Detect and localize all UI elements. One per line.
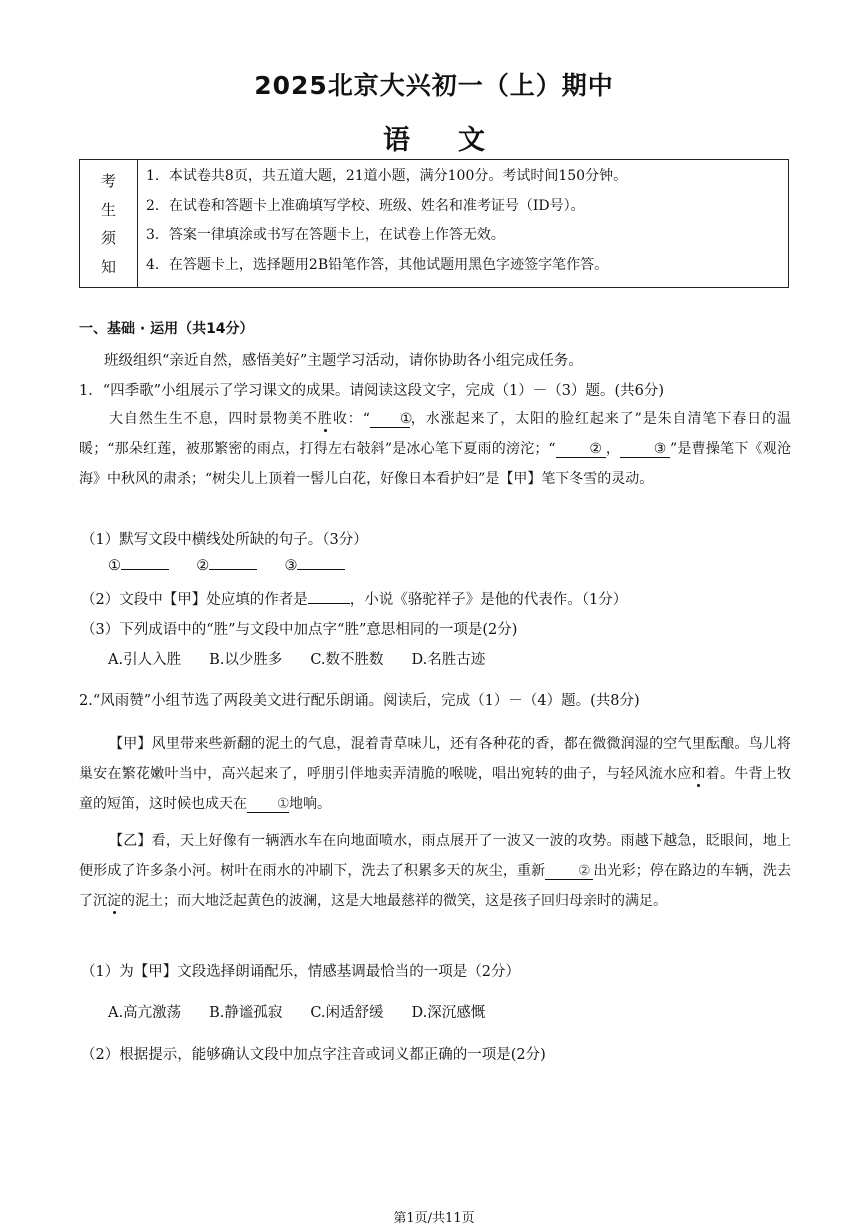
- question-1-sub-3: （3）下列成语中的“胜”与文段中加点字“胜”意思相同的一项是(2分): [81, 622, 518, 638]
- notice-label: [80, 160, 138, 287]
- passage-text: 着。牛背上牧童的短笛，这时候也成天在: [79, 766, 792, 812]
- question-2-sub-1: （1）为【甲】文段选择朗诵配乐，情感基调最恰当的一项是（2分）: [81, 964, 520, 980]
- section-intro: 班级组织“亲近自然，感悟美好”主题学习活动，请你协助各小组完成任务。: [104, 353, 583, 369]
- dotted-char: 和: [691, 766, 706, 782]
- section-heading: 一、基础 · 运用（共14分）: [79, 321, 254, 337]
- passage-text: 【乙】看，天上好像有一辆洒水车在向地面喷水，雨点展开了一波又一波的攻势。雨越下越急，眨眼间，地上便形成了许多条小河。树叶在雨水的冲刷下，洗去了积累多天的灰尘，重新: [79, 833, 791, 879]
- fill-blank: ②: [556, 441, 606, 458]
- fill-blank: ①: [247, 796, 289, 813]
- question-text: （2）文段中【甲】处应填的作者是: [81, 592, 308, 608]
- passage-text: 的泥土；而大地泛起黄色的波澜，这是大地最慈祥的微笑，这是孩子回归母亲时的满足。: [121, 893, 667, 909]
- fill-blank: ③: [620, 441, 670, 458]
- sub-1-blanks: [108, 558, 345, 574]
- subject-title: [0, 118, 868, 157]
- option: C.数不胜数: [310, 652, 384, 668]
- notice-label-char: 须: [100, 229, 116, 248]
- passage-text: 【甲】风里带来些新翻的泥土的气息，混着青草味儿，还有各种花的香，都在微微润湿的空气里酝酿。鸟儿将巢安在繁花嫩叶当中，高兴起来了，呼朋引伴地卖弄清脆的喉咙，唱出宛转的曲子，与轻风流水应: [79, 736, 791, 782]
- exam-title: 2025北京大兴初一（上）期中: [254, 71, 614, 100]
- exam-notice-box: [79, 159, 789, 288]
- fill-blank: ②: [545, 863, 593, 880]
- dotted-char: 胜: [317, 411, 333, 427]
- answer-blank-label: ①: [108, 558, 121, 574]
- option: A.引人入胜: [108, 652, 182, 668]
- option: D.深沉感慨: [411, 1005, 486, 1021]
- page-footer: 第1页/共11页: [393, 1211, 475, 1226]
- question-1-passage: [79, 404, 791, 494]
- option: D.名胜古迹: [411, 652, 486, 668]
- dotted-char: 淀: [107, 893, 121, 909]
- notice-item: 3．答案一律填涂或书写在答题卡上，在试卷上作答无效。: [146, 227, 505, 243]
- question-1-stem: 1．“四季歌”小组展示了学习课文的成果。请阅读这段文字，完成（1）－（3）题。(共6分): [79, 383, 665, 399]
- notice-label-char: 考: [100, 171, 116, 190]
- passage-yi: [79, 826, 791, 916]
- passage-text: ”是曹操笔下《观沧海》中秋风的肃杀；“树尖儿上顶着一髻儿白花，好像日本看护妇”是【甲】笔下冬雪的灵动。: [79, 441, 791, 487]
- notice-label-char: 生: [100, 200, 116, 219]
- passage-text: 出光彩；停在路边的车辆，洗去了沉: [79, 863, 792, 909]
- answer-blank: [209, 569, 257, 570]
- question-1-sub-2: [81, 588, 627, 609]
- option: B.静谧孤寂: [209, 1005, 283, 1021]
- notice-item: 1．本试卷共8页，共五道大题，21道小题，满分100分。考试时间150分钟。: [146, 168, 628, 184]
- answer-blank: [297, 569, 345, 570]
- notice-items: [138, 160, 788, 287]
- passage-text: 地响。: [289, 796, 331, 812]
- option: C.闲适舒缓: [310, 1005, 384, 1021]
- question-1-sub-1: （1）默写文段中横线处所缺的句子。（3分）: [81, 532, 368, 548]
- notice-label-char: 知: [100, 258, 116, 277]
- notice-item: 2．在试卷和答题卡上准确填写学校、班级、姓名和准考证号（ID号）。: [146, 197, 585, 214]
- passage-jia: [79, 729, 791, 819]
- passage-text: ，水涨起来了，太阳的脸红起来了”是朱自清笔下春日的温暖；“那朵红莲，被那繁密的雨点，打得左右攲斜”是冰心笔下夏雨的滂沱；“: [79, 411, 792, 457]
- passage-text: 收：“: [332, 411, 370, 427]
- answer-blank: [308, 603, 350, 604]
- subject-char-2: 文: [458, 125, 485, 156]
- option: B.以少胜多: [209, 652, 283, 668]
- option: A.高亢激荡: [108, 1005, 182, 1021]
- answer-blank: [121, 569, 169, 570]
- answer-blank-label: ③: [284, 558, 298, 574]
- question-2-stem: 2.“风雨赞”小组节选了两段美文进行配乐朗诵。阅读后，完成（1）－（4）题。(共8分): [79, 693, 640, 709]
- question-2-sub-2: （2）根据提示，能够确认文段中加点字注音或词义都正确的一项是(2分): [81, 1047, 546, 1063]
- question-text: ，小说《骆驼祥子》是他的代表作。（1分）: [349, 592, 628, 608]
- subject-char-1: 语: [383, 125, 410, 156]
- answer-blank-label: ②: [196, 558, 210, 574]
- question-2-sub-1-options: [108, 1001, 513, 1022]
- passage-text: ，: [605, 441, 621, 457]
- passage-text: 大自然生生不息，四时景物美不: [109, 411, 318, 427]
- notice-item: 4．在答题卡上，选择题用2B铅笔作答，其他试题用黑色字迹签字笔作答。: [146, 256, 609, 273]
- question-1-sub-3-options: [108, 648, 513, 669]
- fill-blank: ①: [370, 411, 410, 428]
